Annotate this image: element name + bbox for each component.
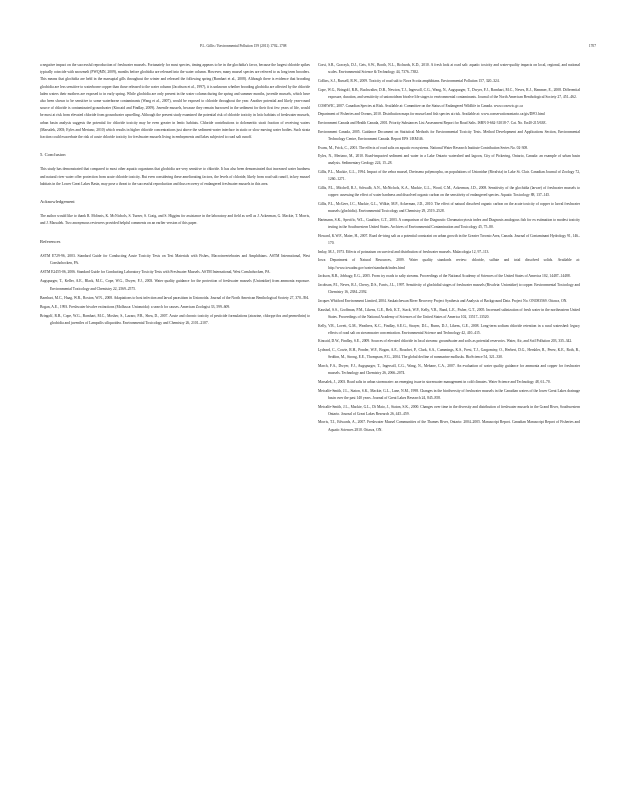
reference-entry: Corsi, S.R., Graczyk, D.J., Geis, S.W., Booth, N.L., Richards, K.D., 2010. A fresh look at road salt: aquatic toxicity and water-quality impacts on local, regional, and national scales. Environmental Science & Technology 44, 7376–7382. — [318, 63, 580, 75]
reference-entry: Department of Fisheries and Oceans, 2010. Distribution maps for mussel and fish species at risk. Available at: www.conservationontario.ca/gis/DFO.html — [318, 112, 545, 117]
conclusion-paragraph: This study has demonstrated that compared to most other aquatic organisms that glochidia are very sensitive to chloride. It has also been demonstrated that increased water hardness and natural river water offer protection from acute chloride toxicity. But even considering these ameliorating factors, the levels of chloride, likely from road salt runoff, in key mussel habitats in the Lower Great Lakes Basin, may pose a threat to the successful reproduction and thus recovery of endangered freshwater mussels in this area. — [40, 167, 310, 186]
reference-entry: Bogan, A.E., 1993. Freshwater bivalve extinctions (Mollusca: Unionoida): a search for causes. American Zoologist 33, 599–609. — [40, 305, 231, 310]
reference-entry: Morris, T.J., Edwards, A., 2007. Freshwater Mussel Communities of the Thames River, Ontario: 2004–2005. Manuscript Report. Canadian Manuscript Report of Fisheries and Aquatic Sciences 2810. Ottawa, ON. — [318, 420, 580, 432]
references-heading: References — [40, 238, 61, 244]
reference-entry: Metcalfe-Smith, J.L., Staton, S.K., Mackie, G.L., Lane, N.M., 1998. Changes in the biodiversity of freshwater mussels in the Canadian waters of the lower Great Lakes drainage basin over the past 140 years. Journal of Great Lakes Research 24, 845–858. — [318, 388, 580, 400]
reference-entry: Kaushal, S.S., Groffman, P.M., Likens, G.E., Belt, K.T., Stack, W.P., Kelly, V.R., Band, L.E., Fisher, G.T., 2005. Increased salinization of fresh water in the northeastern United States. Proceedings of the National Academy of Sciences of the United States of America 102, 13517–13520. — [318, 307, 580, 319]
page-number: 1707 — [588, 44, 596, 48]
reference-entry: Jacobson, P.J., Neves, R.J., Cherry, D.S., Farris, J.L., 1997. Sensitivity of glochidial stages of freshwater mussels (Bivalvia: Unionidae) to copper. Environmental Toxicology and Chemistry 16, 2384–2392. — [318, 282, 580, 295]
body-paragraph: a negative impact on the successful reproduction of freshwater mussels. Fortunately for most species, timing appears to be in the glochidia's favor, because the largest chloride spikes typically coincide with snowmelt (PWQMN, 2009), months before glochidia are released into the water column. However, many mussel species are referred to as long term brooders. This means that glochidia are held in the marsupial gills throughout the winter and released the following spring (Barnhart et al., 2008). Although there is evidence that brooding glochidia are less sensitive to waterborne copper than those released to the water column (Jacobson et al., 1997), it is unknown whether brooding glochidia are affected by the chloride laden waters their mothers are exposed to in early spring. While glochidia are only present in the water column during the spring and summer months, juvenile mussels, which have also been shown to be sensitive to some waterborne contaminants (Wang et al., 2007), would be exposed to chloride throughout the year. Another potential and likely year-round source of chloride is contaminated groundwater (Kincaid and Findlay, 2009). Juvenile mussels, because they remain burrowed in the sediment for their first few years of life, would be most at risk from elevated chloride from groundwater upwelling. Although the present study examined the potential risk of chloride toxicity in lotic habitats of freshwater mussels, urban basin analysis suggests the potential for chloride toxicity may be even greater in lentic habitats. Chloride contributions to dolomeritic strait fraction of receiving waters (Marsalek, 2003; Eyles and Meriano, 2010) which results in higher chloride concentrations just above the sediment-water interface in static or slow moving water bodies. Such strata fraction could exacerbate the risk of acute chloride toxicity for freshwater mussels living in embayments and lakes subjected to road salt runoff. — [40, 63, 310, 140]
reference-entry: Environment Canada, 2005. Guidance Document on Statistical Methods for Environmental Toxicity Tests. Method Development and Applications Section, Environmental Technology Centre, Environment Canada. Report EPS 1/RM/46. — [318, 129, 580, 141]
reference-entry: Iowa Department of Natural Resources, 2009. Water quality standards review: chloride, sulfate and total dissolved solids. Available at: http://www.iowadnr.gov/water/standards/index.html — [318, 258, 580, 270]
references-list-right — [318, 62, 580, 434]
reference-entry: Evans, M., Frick, C., 2001. The effects of road salts on aquatic ecosystems. National Water Research Institute Contribution Series No. 02-308. — [318, 145, 529, 150]
reference-entry: Bringolf, R.B., Cope, W.G., Barnhart, M.C., Mosher, S., Lazaro, P.R., Shea, D., 2007. Acute and chronic toxicity of pesticide formulations (atrazine, chlorpyrifos and permethrin) to glochidia and juveniles of Lampsilis siliquoidea. Environmental Toxicology and Chemistry 26, 2101–2107. — [40, 314, 310, 326]
reference-entry: March, F.A., Dwyer, F.J., Augspurger, T., Ingersoll, C.G., Wang, N., Mebane, C.A., 2007. An evaluation of water quality guidance for ammonia and copper for freshwater mussels. Technology and Chemistry 26, 2066–2074. — [318, 364, 580, 376]
references-list-left — [40, 253, 310, 328]
reference-entry: Howard, K.W.F., Maier, H., 2007. Road de-icing salt as a potential constraint on urban growth in the Greater Toronto Area, Canada. Journal of Contaminant Hydrology 91, 146–170. — [318, 233, 580, 245]
reference-entry: Barnhart, M.C., Haag, W.R., Roston, W.N., 2008. Adaptations to host infection and larval parasitism in Unionoida. Journal of the North American Benthological Society 27, 370–394. — [40, 295, 310, 300]
reference-entry: Hartmann, S.K., Specific, W.L., Gauthier, G.T., 2003. A comparison of the Diagnostic Cheumatocytosis index and Diagnosis analogous fish for ex estimation to modest toxicity testing in the Southwestern United States. Archives of Environmental Contamination and Toxicology 45, 75–80. — [318, 217, 580, 230]
reference-entry: Kincaid, D.W., Findlay, S.E., 2009. Sources of elevated chloride in local streams: groundwater and soils as potential reservoirs. Water, Air, and Soil Pollution 203, 335–342. — [318, 339, 573, 344]
conclusion-heading: 5. Conclusion — [40, 152, 66, 158]
reference-entry: Lydeard, C., Cowie, R.H., Ponder, W.F., Bogan, A.E., Bouchet, P., Clark, S.A., Cummings, K.S., Frest, T.J., Gargominy, O., Herbert, D.G., Hershler, R., Perez, K.E., Roth, B., Seddon, M., Strong, E.E., Thompson, F.G., 2004. The global decline of nonmarine mollusks. BioScience 54, 321–330. — [318, 348, 580, 360]
reference-entry: Marsalek, J., 2003. Road salts in urban stormwater: an emerging issue in stormwater management in cold climates. Water Science and Technology 48, 61–70. — [318, 379, 551, 384]
reference-entry: COSEWIC, 2007. Canadian Species at Risk. Available at: Committee on the Status of Endangered Wildlife in Canada. www.cosewic.gc.ca — [318, 103, 523, 108]
reference-entry: Collins, S.J., Russell, R.W., 2009. Toxicity of road salt to Nova Scotia amphibians. Environmental Pollution 157, 320–324. — [318, 78, 500, 83]
reference-entry: Environment Canada and Health Canada, 2001. Priority Substances List Assessment Report for Road Salts. ISBN 0-662-31018-7. Cat. No. En40-215/63E. — [318, 120, 547, 125]
journal-citation: P.L. Gillis / Environmental Pollution 159 (2011) 1702–1708 — [200, 44, 287, 48]
right-column — [318, 62, 580, 435]
reference-entry: Gillis, P.L., Mitchell, R.J., Schwalb, A.N., McNichols, K.A., Mackie, G.L., Wood, C.M., Ackerman, J.D., 2008. Sensitivity of the glochidia (larvae) of freshwater mussels to copper: assessing the effect of water hardness and dissolved organic carbon on the sensitivity of endangered species. Aquatic Toxicology 88, 137–145. — [318, 186, 580, 198]
running-header — [200, 44, 596, 54]
reference-entry: Imlay, M.J., 1973. Effects of potassium on survival and distribution of freshwater mussels. Malacologia 12, 97–113. — [318, 249, 490, 254]
acknowledgement-paragraph: The author would like to thank R. McInnis, K. McNichols, S. Turner, S. Craig, and S. Higgins for assistance in the laboratory and field as well as J. Ackerman, G. Mackie, T. Morris, and J. Marsalek. Two anonymous reviewers provided helpful comments on an earlier version of this paper. — [40, 214, 310, 226]
reference-entry: Gillis, P.L., Mackie, G.L., 1994. Impact of the zebra mussel, Dreissena polymorpha, on populations of Unionidae (Bivalvia) in Lake St. Clair. Canadian Journal of Zoology 72, 1260–1271. — [318, 170, 580, 182]
reference-entry: Augspurger, T., Keller, A.E., Black, M.C., Cope, W.G., Dwyer, F.J., 2003. Water quality guidance for the protection of freshwater mussels (Unionidae) from ammonia exposure. Environmental Toxicology and Chemistry 22, 2569–2575. — [40, 279, 310, 291]
reference-entry: Jacques Whitford Environment Limited, 2004. Saskatchewan River Recovery Project Synthesis and Analysis of Background Data. Project No. ONO83569. Ottawa, ON. — [318, 298, 568, 303]
reference-entry: ASTM E729-96, 2003. Standard Guide for Conducting Acute Toxicity Tests on Test Materials with Fishes, Macroinvertebrates and Amphibians. ASTM International, West Conshohocken, PA. — [40, 253, 310, 266]
acknowledgement-heading: Acknowledgement — [40, 199, 75, 205]
reference-entry: Jackson, R.B., Jobbagy, E.G., 2005. From icy roads to salty streams. Proceedings of the National Academy of Sciences of the United States of America 102, 14487–14488. — [318, 274, 571, 279]
left-column — [40, 62, 310, 330]
reference-entry: Gillis, P.L., McGeer, J.C., Mackie, G.L., Wilkie, M.P., Ackerman, J.D., 2010. The effect of natural dissolved organic carbon on the acute toxicity of copper to larval freshwater mussels (glochidia). Environmental Toxicology and Chemistry 29, 2519–2528. — [318, 201, 580, 214]
reference-entry: Cope, W.G., Bringolf, R.B., Buchwalter, D.B., Newton, T.J., Ingersoll, C.G., Wang, N., Augspurger, T., Dwyer, F.J., Barnhart, M.C., Neves, R.J., Hammer, E., 2008. Differential exposure, duration, and sensitivity of unionoidean bivalve life stages to environmental contaminants. Journal of the North American Benthological Society 27, 451–462. — [318, 87, 580, 99]
reference-entry: ASTM E2455-06, 2006. Standard Guide for Conducting Laboratory Toxicity Tests with Freshwater Mussels. ASTM International, West Conshohocken, PA. — [40, 270, 271, 275]
reference-entry: Metcalfe-Smith, J.L., Mackie, G.L., Di Maio, J., Staton, S.K., 2000. Changes over time in the diversity and distribution of freshwater mussels in the Grand River, Southwestern Ontario. Journal of Great Lakes Research 26, 445–459. — [318, 404, 580, 416]
reference-entry: Eyles, N., Meriano, M., 2010. Road-impacted sediment and water in a Lake Ontario watershed and lagoon, City of Pickering, Ontario, Canada: an example of urban basin analysis. Sedimentary Geology 224, 15–28. — [318, 154, 580, 166]
reference-entry: Kelly, V.R., Lovett, G.M., Weathers, K.C., Findlay, S.E.G., Strayer, D.L., Burns, D.J., Likens, G.E., 2008. Long-term sodium chloride retention in a rural watershed: legacy effects of road salt on streamwater concentration. Environmental Science and Technology 42, 410–415. — [318, 323, 580, 335]
